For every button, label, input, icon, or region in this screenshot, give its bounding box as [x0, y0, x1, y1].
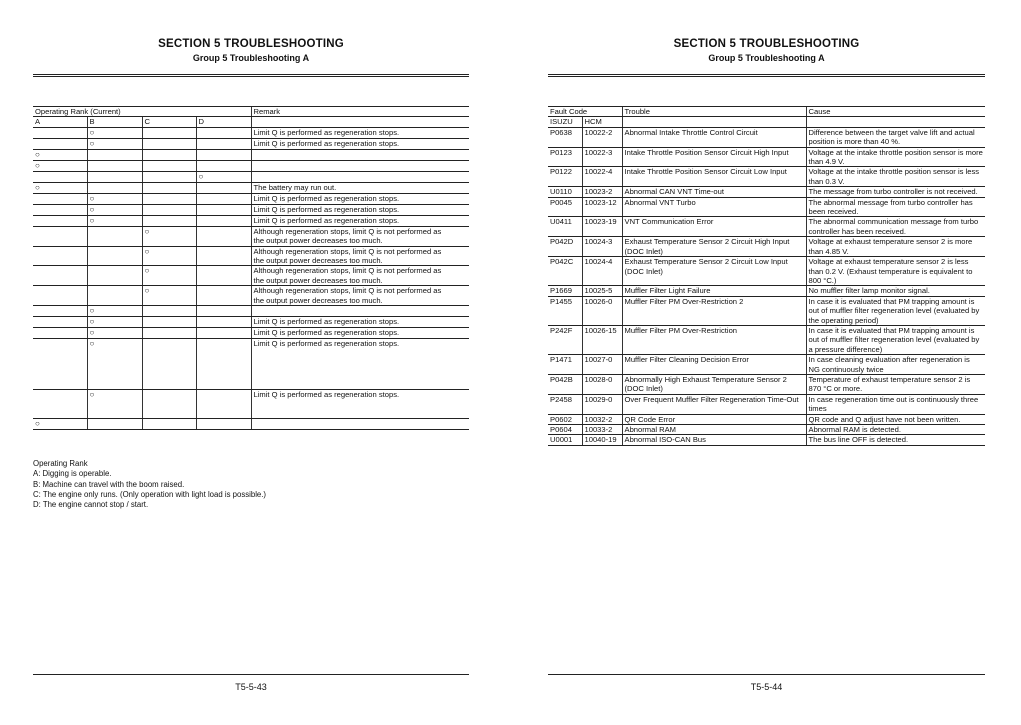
rank-mark-cell — [33, 306, 87, 317]
rank-mark-cell — [196, 419, 251, 430]
rank-mark-cell — [142, 339, 196, 390]
table-row — [548, 374, 985, 394]
rank-mark-cell: ○ — [87, 127, 142, 138]
table-row — [548, 197, 985, 217]
trouble-cell: Intake Throttle Position Sensor Circuit High Input — [622, 147, 806, 167]
cause-cell: Voltage at exhaust temperature sensor 2 is more than 4.85 V. — [806, 237, 985, 257]
cause-cell: In case it is evaluated that PM trapping amount is out of muffler filter regeneration level (evaluated by the operating period) — [806, 296, 985, 325]
rank-mark-cell — [142, 390, 196, 419]
rank-mark-cell — [33, 215, 87, 226]
trouble-cell: Over Frequent Muffler Filter Regeneration Time-Out — [622, 394, 806, 414]
trouble-header-blank — [622, 117, 806, 127]
remark-line: Although regeneration stops, limit Q is not performed as — [253, 226, 442, 236]
footer-rule — [33, 674, 469, 675]
rank-mark-cell — [196, 286, 251, 306]
remark-line: Limit Q is performed as regeneration stops. — [253, 328, 400, 338]
hcm-code-cell: 10029-0 — [582, 394, 622, 414]
isuzu-code-cell: P0123 — [548, 147, 582, 167]
remark-line: the output power decreases too much. — [253, 256, 383, 266]
rank-mark-cell: ○ — [87, 138, 142, 149]
page-header — [548, 38, 985, 63]
rank-mark-cell — [196, 149, 251, 160]
rank-mark-cell — [142, 149, 196, 160]
table-row — [548, 325, 985, 354]
table-row — [548, 237, 985, 257]
hcm-code-cell: 10024-3 — [582, 237, 622, 257]
hcm-code-cell: 10026-0 — [582, 296, 622, 325]
rank-mark-cell — [196, 266, 251, 286]
remark-line: Limit Q is performed as regeneration stops. — [253, 204, 400, 214]
rank-mark-cell — [196, 339, 251, 390]
rank-mark-cell — [87, 226, 142, 246]
remark-cell — [251, 149, 469, 160]
fault-code-header: Fault Code — [548, 107, 622, 117]
rank-mark-cell — [33, 328, 87, 339]
table-row — [33, 127, 469, 138]
cause-cell: Voltage at exhaust temperature sensor 2 is less than 0.2 V. (Exhaust temperature is equivalent to 800 °C.) — [806, 257, 985, 286]
page-number: T5-5-43 — [235, 682, 267, 692]
cause-cell: The bus line OFF is detected. — [806, 435, 985, 445]
cause-cell: In case cleaning evaluation after regeneration is NG continuously twice — [806, 355, 985, 375]
rank-mark-cell: ○ — [87, 339, 142, 390]
rank-mark-cell — [142, 419, 196, 430]
rank-mark-cell: ○ — [87, 204, 142, 215]
rank-mark-cell — [87, 246, 142, 266]
hcm-code-cell: 10025-5 — [582, 286, 622, 296]
col-b-header: B — [87, 117, 142, 127]
table-row — [33, 306, 469, 317]
rank-mark-cell: ○ — [87, 328, 142, 339]
table-row — [33, 246, 469, 266]
hcm-code-cell: 10022-3 — [582, 147, 622, 167]
rank-mark-cell — [142, 328, 196, 339]
rank-mark-cell — [142, 160, 196, 171]
table-row — [548, 257, 985, 286]
trouble-cell: Abnormal ISO-CAN Bus — [622, 435, 806, 445]
trouble-header: Trouble — [622, 107, 806, 117]
table-row — [33, 390, 469, 419]
rank-mark-cell — [33, 317, 87, 328]
rank-mark-cell — [33, 127, 87, 138]
table-row — [33, 226, 469, 246]
trouble-cell: VNT Communication Error — [622, 217, 806, 237]
rank-mark-cell — [87, 182, 142, 193]
trouble-cell: Abnormally High Exhaust Temperature Sensor 2 (DOC Inlet) — [622, 374, 806, 394]
hcm-code-cell: 10027-0 — [582, 355, 622, 375]
table-row — [548, 414, 985, 424]
remark-line: Limit Q is performed as regeneration stops. — [253, 138, 400, 148]
table-row — [548, 435, 985, 445]
rank-mark-cell: ○ — [33, 182, 87, 193]
rank-mark-cell — [33, 226, 87, 246]
rank-mark-cell — [196, 193, 251, 204]
trouble-cell: Exhaust Temperature Sensor 2 Circuit High Input (DOC Inlet) — [622, 237, 806, 257]
operating-rank-table — [33, 106, 469, 430]
rank-mark-cell — [196, 246, 251, 266]
rank-mark-cell — [33, 266, 87, 286]
rank-mark-cell — [196, 204, 251, 215]
table-row — [33, 339, 469, 390]
table-row — [548, 394, 985, 414]
remark-line: Limit Q is performed as regeneration stops. — [253, 339, 400, 349]
rank-mark-cell — [196, 127, 251, 138]
table-subheader-row — [33, 117, 469, 127]
header-rule — [33, 74, 469, 77]
isuzu-header: ISUZU — [548, 117, 582, 127]
remark-line: Limit Q is performed as regeneration stops. — [253, 127, 400, 137]
remark-cell — [251, 328, 469, 339]
remark-line: the output power decreases too much. — [253, 295, 383, 305]
trouble-cell: Muffler Filter PM Over-Restriction — [622, 325, 806, 354]
rank-mark-cell: ○ — [142, 246, 196, 266]
trouble-cell: Abnormal VNT Turbo — [622, 197, 806, 217]
rank-mark-cell: ○ — [87, 390, 142, 419]
remark-cell — [251, 246, 469, 266]
table-row — [548, 147, 985, 167]
rank-mark-cell — [87, 171, 142, 182]
isuzu-code-cell: U0411 — [548, 217, 582, 237]
rank-mark-cell: ○ — [142, 266, 196, 286]
rank-mark-cell: ○ — [142, 286, 196, 306]
rank-mark-cell: ○ — [33, 419, 87, 430]
table-row — [548, 296, 985, 325]
table-row — [548, 187, 985, 197]
section-title: SECTION 5 TROUBLESHOOTING — [158, 38, 344, 50]
remark-cell — [251, 182, 469, 193]
page-header — [33, 38, 469, 63]
trouble-cell: Intake Throttle Position Sensor Circuit Low Input — [622, 167, 806, 187]
rank-mark-cell — [196, 317, 251, 328]
cause-cell: Difference between the target valve lift and actual position is more than 40 %. — [806, 127, 985, 147]
rank-mark-cell: ○ — [33, 149, 87, 160]
hcm-code-cell: 10033-2 — [582, 425, 622, 435]
cause-cell: No muffler filter lamp monitor signal. — [806, 286, 985, 296]
remark-line: The battery may run out. — [253, 182, 337, 192]
rank-mark-cell — [33, 204, 87, 215]
cause-cell: In case regeneration time out is continuously three times — [806, 394, 985, 414]
remark-line: Although regeneration stops, limit Q is not performed as — [253, 266, 442, 276]
rank-mark-cell: ○ — [33, 160, 87, 171]
hcm-header: HCM — [582, 117, 622, 127]
rank-mark-cell — [87, 286, 142, 306]
isuzu-code-cell: P1471 — [548, 355, 582, 375]
hcm-code-cell: 10023-19 — [582, 217, 622, 237]
table-row — [33, 182, 469, 193]
table-row — [548, 355, 985, 375]
rank-mark-cell — [196, 328, 251, 339]
table-row — [33, 171, 469, 182]
isuzu-code-cell: P1669 — [548, 286, 582, 296]
isuzu-code-cell: U0110 — [548, 187, 582, 197]
rank-mark-cell: ○ — [87, 317, 142, 328]
cause-cell: Abnormal RAM is detected. — [806, 425, 985, 435]
footer-rule — [548, 674, 985, 675]
remark-header: Remark — [251, 107, 469, 117]
rank-mark-cell — [33, 138, 87, 149]
fault-code-table — [548, 106, 985, 446]
remark-cell — [251, 339, 469, 390]
table-row — [548, 217, 985, 237]
cause-header-blank — [806, 117, 985, 127]
hcm-code-cell: 10026-15 — [582, 325, 622, 354]
rank-mark-cell — [33, 193, 87, 204]
right-page — [548, 0, 985, 725]
remark-cell — [251, 390, 469, 419]
rank-mark-cell — [196, 138, 251, 149]
cause-cell: The abnormal communication message from turbo controller has been received. — [806, 217, 985, 237]
rank-mark-cell — [33, 171, 87, 182]
isuzu-code-cell: P0638 — [548, 127, 582, 147]
table-header-row — [33, 107, 469, 117]
rank-mark-cell — [142, 127, 196, 138]
isuzu-code-cell: P042D — [548, 237, 582, 257]
section-title: SECTION 5 TROUBLESHOOTING — [673, 38, 860, 50]
cause-cell: In case it is evaluated that PM trapping amount is out of muffler filter regeneration level (evaluated by a pressure difference) — [806, 325, 985, 354]
isuzu-code-cell: P0602 — [548, 414, 582, 424]
remark-cell — [251, 317, 469, 328]
rank-mark-cell — [33, 390, 87, 419]
rank-mark-cell: ○ — [196, 171, 251, 182]
rank-mark-cell: ○ — [142, 226, 196, 246]
cause-cell: Voltage at the intake throttle position sensor is more than 4.9 V. — [806, 147, 985, 167]
trouble-cell: Abnormal RAM — [622, 425, 806, 435]
fault-code-body — [548, 127, 985, 445]
cause-header: Cause — [806, 107, 985, 117]
trouble-cell: Abnormal Intake Throttle Control Circuit — [622, 127, 806, 147]
isuzu-code-cell: P042B — [548, 374, 582, 394]
group-title: Group 5 Troubleshooting A — [192, 53, 310, 63]
left-page — [33, 0, 469, 725]
operating-rank-header: Operating Rank (Current) — [33, 107, 251, 117]
isuzu-code-cell: U0001 — [548, 435, 582, 445]
table-row — [33, 215, 469, 226]
rank-mark-cell — [142, 193, 196, 204]
remark-line: Limit Q is performed as regeneration stops. — [253, 215, 400, 225]
rank-mark-cell: ○ — [87, 306, 142, 317]
remark-line: Limit Q is performed as regeneration stops. — [253, 193, 400, 203]
remark-cell — [251, 419, 469, 430]
note-item: C: The engine only runs. (Only operation with light load is possible.) — [33, 489, 267, 499]
operating-rank-notes — [33, 459, 266, 510]
rank-mark-cell — [33, 246, 87, 266]
rank-mark-cell — [142, 317, 196, 328]
isuzu-code-cell: P1455 — [548, 296, 582, 325]
rank-mark-cell: ○ — [87, 193, 142, 204]
table-row — [33, 160, 469, 171]
hcm-code-cell: 10023-12 — [582, 197, 622, 217]
rank-mark-cell — [142, 204, 196, 215]
cause-cell: The abnormal message from turbo controller has been received. — [806, 197, 985, 217]
table-row — [548, 425, 985, 435]
isuzu-code-cell: P042C — [548, 257, 582, 286]
remark-line: Limit Q is performed as regeneration stops. — [253, 317, 400, 327]
rank-mark-cell — [87, 266, 142, 286]
table-row — [33, 328, 469, 339]
rank-mark-cell — [87, 149, 142, 160]
rank-mark-cell — [142, 182, 196, 193]
remark-cell — [251, 171, 469, 182]
remark-cell — [251, 215, 469, 226]
table-row — [548, 286, 985, 296]
cause-cell: Temperature of exhaust temperature sensor 2 is 870 °C or more. — [806, 374, 985, 394]
isuzu-code-cell: P0604 — [548, 425, 582, 435]
table-header-row — [548, 107, 985, 117]
table-subheader-row — [548, 117, 985, 127]
table-row — [33, 138, 469, 149]
rank-mark-cell — [33, 286, 87, 306]
trouble-cell: Muffler Filter Cleaning Decision Error — [622, 355, 806, 375]
rank-mark-cell — [196, 160, 251, 171]
remark-line: Although regeneration stops, limit Q is not performed as — [253, 246, 442, 256]
trouble-cell: Exhaust Temperature Sensor 2 Circuit Low Input (DOC Inlet) — [622, 257, 806, 286]
remark-line: the output power decreases too much. — [253, 275, 383, 285]
hcm-code-cell: 10022-4 — [582, 167, 622, 187]
remark-line: Limit Q is performed as regeneration stops. — [253, 390, 400, 400]
remark-cell — [251, 193, 469, 204]
rank-mark-cell — [87, 419, 142, 430]
rank-mark-cell — [196, 306, 251, 317]
group-title: Group 5 Troubleshooting A — [708, 53, 825, 63]
rank-mark-cell — [142, 171, 196, 182]
table-row — [33, 286, 469, 306]
rank-mark-cell — [33, 339, 87, 390]
rank-mark-cell: ○ — [87, 215, 142, 226]
isuzu-code-cell: P2458 — [548, 394, 582, 414]
remark-cell — [251, 160, 469, 171]
trouble-cell: QR Code Error — [622, 414, 806, 424]
isuzu-code-cell: P0045 — [548, 197, 582, 217]
remark-cell — [251, 306, 469, 317]
rank-mark-cell — [196, 215, 251, 226]
remark-cell — [251, 226, 469, 246]
rank-mark-cell — [196, 390, 251, 419]
table-row — [33, 204, 469, 215]
hcm-code-cell: 10024-4 — [582, 257, 622, 286]
remark-cell — [251, 204, 469, 215]
remark-line: Although regeneration stops, limit Q is not performed as — [253, 286, 442, 296]
table-row — [33, 419, 469, 430]
rank-mark-cell — [87, 160, 142, 171]
trouble-cell: Muffler Filter Light Failure — [622, 286, 806, 296]
page-number: T5-5-44 — [750, 682, 783, 692]
operating-rank-body — [33, 127, 469, 429]
hcm-code-cell: 10032-2 — [582, 414, 622, 424]
notes-title: Operating Rank — [33, 459, 88, 468]
table-row — [33, 266, 469, 286]
remark-header-blank — [251, 117, 469, 127]
hcm-code-cell: 10028-0 — [582, 374, 622, 394]
col-d-header: D — [196, 117, 251, 127]
isuzu-code-cell: P0122 — [548, 167, 582, 187]
hcm-code-cell: 10022-2 — [582, 127, 622, 147]
col-c-header: C — [142, 117, 196, 127]
isuzu-code-cell: P242F — [548, 325, 582, 354]
cause-cell: Voltage at the intake throttle position sensor is less than 0.3 V. — [806, 167, 985, 187]
header-rule — [548, 74, 985, 77]
table-row — [548, 167, 985, 187]
remark-cell — [251, 266, 469, 286]
rank-mark-cell — [196, 182, 251, 193]
trouble-cell: Muffler Filter PM Over-Restriction 2 — [622, 296, 806, 325]
table-row — [33, 149, 469, 160]
trouble-cell: Abnormal CAN VNT Time-out — [622, 187, 806, 197]
table-row — [33, 193, 469, 204]
hcm-code-cell: 10040-19 — [582, 435, 622, 445]
cause-cell: The message from turbo controller is not received. — [806, 187, 985, 197]
table-row — [33, 317, 469, 328]
rank-mark-cell — [196, 226, 251, 246]
note-item: A: Digging is operable. — [33, 469, 112, 479]
remark-line: the output power decreases too much. — [253, 236, 383, 246]
note-item: B: Machine can travel with the boom raised. — [33, 479, 185, 489]
rank-mark-cell — [142, 138, 196, 149]
cause-cell: QR code and Q adjust have not been written. — [806, 414, 985, 424]
col-a-header: A — [33, 117, 87, 127]
remark-cell — [251, 286, 469, 306]
remark-cell — [251, 138, 469, 149]
note-item: D: The engine cannot stop / start. — [33, 500, 149, 510]
rank-mark-cell — [142, 215, 196, 226]
rank-mark-cell — [142, 306, 196, 317]
remark-cell — [251, 127, 469, 138]
hcm-code-cell: 10023-2 — [582, 187, 622, 197]
table-row — [548, 127, 985, 147]
